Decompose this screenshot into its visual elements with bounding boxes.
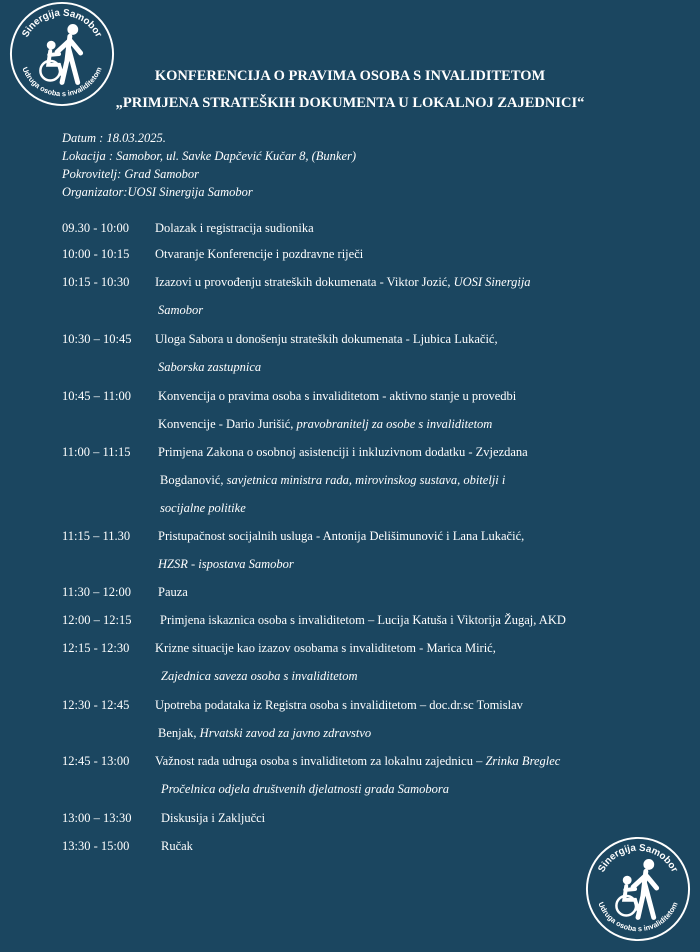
conference-title: KONFERENCIJA O PRAVIMA OSOBA S INVALIDITETOM bbox=[154, 68, 546, 84]
schedule-time: 12:30 - 12:45 bbox=[62, 698, 130, 712]
logo-text-bottom: Udruga osoba s invaliditetom bbox=[20, 65, 104, 99]
schedule-item-org: pravobranitelj za osobe s invaliditetom bbox=[296, 417, 493, 431]
schedule-item-org: HZSR - ispostava Samobor bbox=[158, 557, 294, 571]
schedule-time: 09.30 - 10:00 bbox=[62, 221, 130, 235]
schedule-item-org: socijalne politike bbox=[160, 501, 246, 515]
schedule-time: 10:15 - 10:30 bbox=[62, 275, 130, 289]
schedule-item: Dolazak i registracija sudionika bbox=[155, 221, 314, 235]
schedule-time: 12:15 - 12:30 bbox=[62, 641, 130, 655]
schedule-item-speaker: Zrinka Breglec bbox=[485, 754, 561, 768]
schedule-item: Diskusija i Zaključci bbox=[161, 811, 266, 825]
logo-top bbox=[8, 0, 116, 108]
schedule-item: Upotreba podataka iz Registra osoba s invaliditetom – doc.dr.sc Tomislav bbox=[155, 698, 523, 712]
schedule-item: Uloga Sabora u donošenju strateških dokumenata - Ljubica Lukačić, bbox=[155, 332, 498, 346]
event-location: Lokacija : Samobor, ul. Savke Dapčević Kučar 8, (Bunker) bbox=[62, 149, 357, 163]
schedule-item: Pauza bbox=[158, 585, 188, 599]
schedule-item-org: UOSI Sinergija bbox=[453, 275, 531, 289]
schedule-item-org: Hrvatski zavod za javno zdravstvo bbox=[199, 726, 372, 740]
schedule-item: Ručak bbox=[161, 839, 193, 853]
sinergija-logo bbox=[8, 0, 116, 108]
schedule-item-speaker: Benjak, bbox=[158, 726, 200, 740]
schedule-item: Izazovi u provođenju strateških dokumenata - Viktor Jozić, bbox=[155, 275, 454, 289]
sinergija-logo bbox=[584, 835, 692, 943]
schedule-time: 10:30 – 10:45 bbox=[62, 332, 132, 346]
schedule-time: 12:00 – 12:15 bbox=[62, 613, 132, 627]
schedule-time: 11:15 – 11.30 bbox=[62, 529, 131, 543]
schedule-item: Primjena iskaznica osoba s invaliditetom – Lucija Katuša i Viktorija Žugaj, AKD bbox=[160, 613, 566, 627]
event-patron: Pokrovitelj: Grad Samobor bbox=[62, 167, 200, 181]
schedule-item-speaker: Bogdanović, bbox=[160, 473, 227, 487]
schedule-time: 11:30 – 12:00 bbox=[62, 585, 131, 599]
schedule-item: Konvencija o pravima osoba s invaliditetom - aktivno stanje u provedbi bbox=[158, 389, 517, 403]
schedule-time: 12:45 - 13:00 bbox=[62, 754, 130, 768]
schedule-item: Pristupačnost socijalnih usluga - Antonija Delišimunović i Lana Lukačić, bbox=[158, 529, 525, 543]
schedule-item-org: Pročelnica odjela društvenih djelatnosti grada Samobora bbox=[161, 782, 450, 796]
schedule-time: 10:45 – 11:00 bbox=[62, 389, 131, 403]
event-info bbox=[62, 129, 356, 201]
logo-text-bottom: Udruga osoba s invaliditetom bbox=[596, 900, 680, 934]
event-date: Datum : 18.03.2025. bbox=[62, 131, 166, 145]
logo-text-top: Sinergija Samobor bbox=[596, 842, 680, 875]
schedule-time: 13:30 - 15:00 bbox=[62, 839, 130, 853]
schedule-item-speaker: Konvencije - Dario Jurišić, bbox=[158, 417, 297, 431]
logo-text-top: Sinergija Samobor bbox=[20, 7, 104, 40]
schedule-time: 11:00 – 11:15 bbox=[62, 445, 131, 459]
conference-subtitle: „PRIMJENA STRATEŠKIH DOKUMENTA U LOKALNOJ ZAJEDNICI“ bbox=[115, 95, 585, 111]
schedule-item: Primjena Zakona o osobnoj asistenciji i inkluzivnom dodatku - Zvjezdana bbox=[158, 445, 528, 459]
schedule-item: Važnost rada udruga osoba s invaliditetom za lokalnu zajednicu – bbox=[155, 754, 486, 768]
schedule-item-org: Saborska zastupnica bbox=[158, 360, 262, 374]
event-organizer: Organizator:UOSI Sinergija Samobor bbox=[62, 185, 253, 199]
schedule-time: 10:00 - 10:15 bbox=[62, 247, 130, 261]
schedule-item-org: Samobor bbox=[158, 303, 204, 317]
logo-bottom bbox=[584, 835, 692, 943]
schedule-item-org: Zajednica saveza osoba s invaliditetom bbox=[161, 669, 358, 683]
schedule-item: Krizne situacije kao izazov osobama s invaliditetom - Marica Mirić, bbox=[155, 641, 496, 655]
schedule-item-org: savjetnica ministra rada, mirovinskog sustava, obitelji i bbox=[226, 473, 506, 487]
schedule-item: Otvaranje Konferencije i pozdravne riječi bbox=[155, 247, 364, 261]
schedule-time: 13:00 – 13:30 bbox=[62, 811, 132, 825]
